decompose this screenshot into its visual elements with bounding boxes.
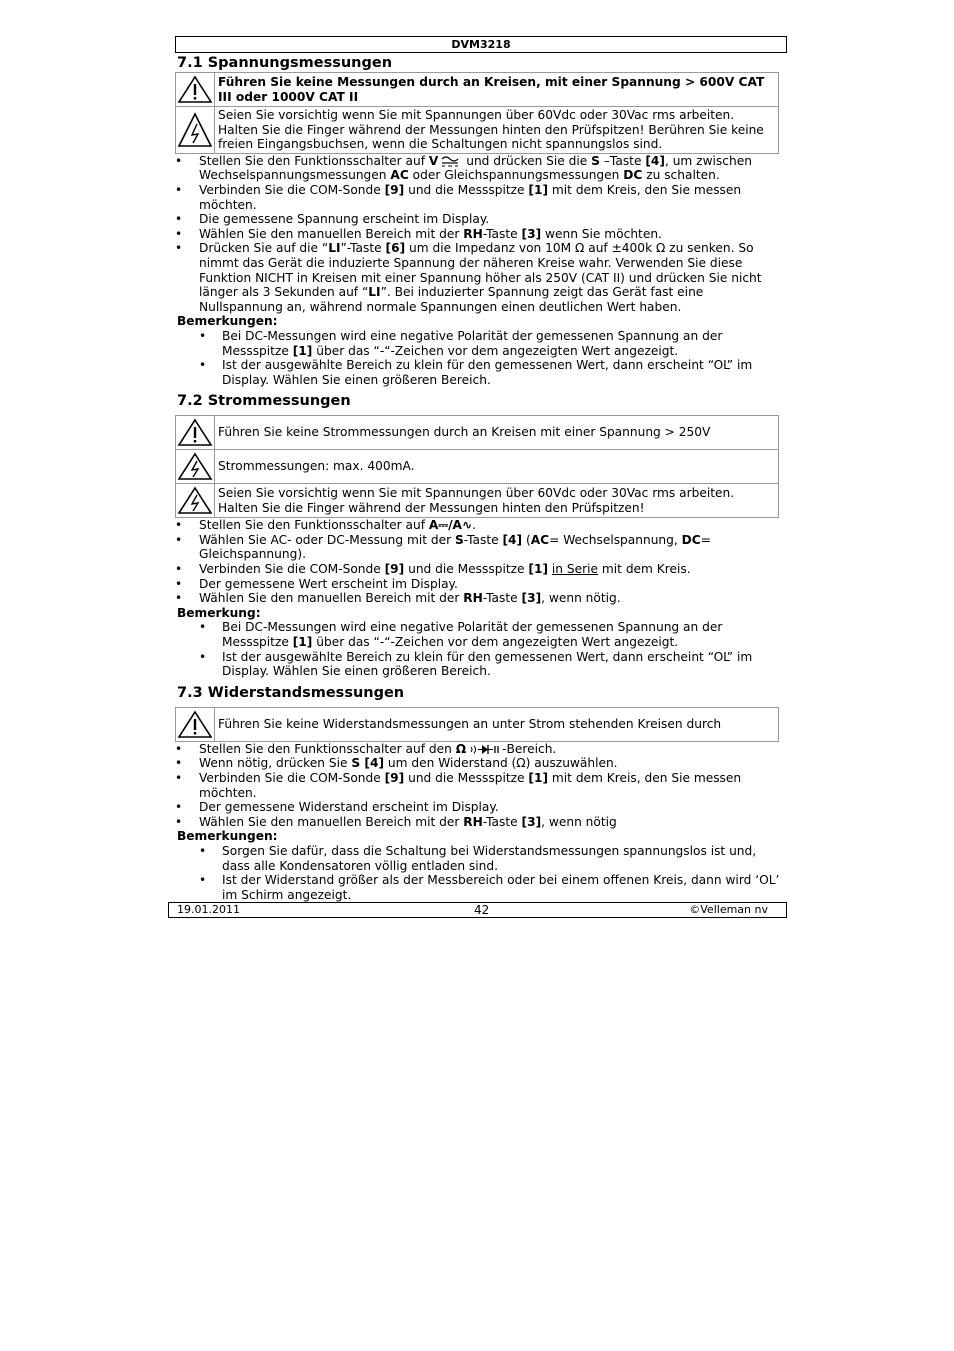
list-item: • Verbinden Sie die COM-Sonde [9] und die Messspitze [1] mit dem Kreis, den Sie messen möchten. [199,771,787,800]
list-item: • Die gemessene Spannung erscheint im Display. [199,212,787,227]
list-item: • Ist der Widerstand größer als der Messbereich oder bei einem offenen Kreis, dann wird ‘OL’ im Schirm angezeigt. [222,873,787,902]
list-item: • Wählen Sie den manuellen Bereich mit der RH-Taste [3], wenn nötig. [199,591,787,606]
list-item: • Bei DC-Messungen wird eine negative Polarität der gemessenen Spannung an der Messspitze [1] über das “-“-Zeichen vor dem angezeigten Wert angezeigt. [222,620,787,649]
remarks-list-7-3 [175,844,787,902]
list-item: • Verbinden Sie die COM-Sonde [9] und die Messspitze [1] mit dem Kreis, den Sie messen möchten. [199,183,787,212]
footer-copyright: ©Velleman nv [689,903,768,916]
high-voltage-icon [176,107,215,154]
remarks-list-7-2 [175,620,787,678]
list-item: • Drücken Sie auf die “LI”-Taste [6] um die Impedanz von 10M Ω auf ±400k Ω zu senken. So nimmt das Gerät die induzierte Spannung der näheren Kreise wahr. Verwenden Sie diese Funktion NICHT in Kreisen mit einer Spannung höher als 250V (CAT II) und drücken Sie nicht länger als 3 Sekunden auf “LI”. Bei induzierter Spannung zeigt das Gerät fast eine Nullspannung an, während normale Spannungen einen deutlichen Wert haben. [199,241,787,314]
page-footer [168,902,787,918]
continuity-diode-icon [468,744,502,755]
list-item: • Verbinden Sie die COM-Sonde [9] und die Messspitze [1] in Serie mit dem Kreis. [199,562,787,577]
list-item: • Der gemessene Widerstand erscheint im Display. [199,800,787,815]
warning-table-7-2 [175,415,779,518]
current-symbol-icon: A⎓/A∿ [428,518,473,533]
list-item: • Wählen Sie den manuellen Bereich mit der RH-Taste [3] wenn Sie möchten. [199,227,787,242]
warning-text: Strommessungen: max. 400mA. [215,450,779,484]
warning-table-7-3 [175,707,779,742]
warning-text: Führen Sie keine Widerstandsmessungen an unter Strom stehenden Kreisen durch [215,707,779,741]
list-7-3 [175,742,787,830]
remarks-heading: Bemerkungen: [177,314,278,329]
footer-date: 19.01.2011 [177,903,240,916]
ac-dc-symbol-icon [441,156,459,167]
list-item: • Wählen Sie den manuellen Bereich mit der RH-Taste [3], wenn nötig [199,815,787,830]
list-item: • Sorgen Sie dafür, dass die Schaltung bei Widerstandsmessungen spannungslos ist und, dass alle Kondensatoren völlig entladen sind. [222,844,787,873]
list-item: • Stellen Sie den Funktionsschalter auf den Ω -Bereich. [199,742,787,757]
high-voltage-icon [176,450,215,484]
warning-text: Seien Sie vorsichtig wenn Sie mit Spannungen über 60Vdc oder 30Vac rms arbeiten. Halten Sie die Finger während der Messungen hinten den Prüfspitzen! Berühren Sie keine freien Eingangsbuchsen, wenn die Schaltungen nicht spannungslos sind. [215,107,779,154]
list-item: • Bei DC-Messungen wird eine negative Polarität der gemessenen Spannung an der Messspitze [1] über das “-“-Zeichen vor dem angezeigten Wert angezeigt. [222,329,787,358]
list-7-2 [175,518,787,606]
list-item: • Der gemessene Wert erscheint im Display. [199,577,787,592]
page-number: 42 [474,903,490,917]
section-title-7-1: 7.1 Spannungsmessungen [177,55,393,71]
list-7-1 [175,154,787,315]
warning-triangle-icon [176,73,215,107]
warning-text: Seien Sie vorsichtig wenn Sie mit Spannungen über 60Vdc oder 30Vac rms arbeiten. Halten Sie die Finger während der Messungen hinten den Prüfspitzen! [215,484,779,518]
list-item: • Stellen Sie den Funktionsschalter auf V und drücken Sie die S –Taste [4], um zwischen Wechselspannungsmessungen AC oder Gleichspannungsmessungen DC zu schalten. [199,154,787,183]
page [175,36,787,902]
list-item: • Ist der ausgewählte Bereich zu klein für den gemessenen Wert, dann erscheint “OL” im Display. Wählen Sie einen größeren Bereich. [222,358,787,387]
warning-triangle-icon [176,707,215,741]
warning-text: Führen Sie keine Messungen durch an Kreisen, mit einer Spannung > 600V CAT III oder 1000V CAT II [215,73,779,107]
list-item: • Wenn nötig, drücken Sie S [4] um den Widerstand (Ω) auszuwählen. [199,756,787,771]
list-item: • Stellen Sie den Funktionsschalter auf A⎓/A∿. [199,518,787,533]
section-title-7-3: 7.3 Widerstandsmessungen [177,684,405,701]
remarks-list-7-1 [175,329,787,387]
warning-table-7-1 [175,72,779,154]
remarks-heading: Bemerkungen: [177,829,278,844]
list-item: • Ist der ausgewählte Bereich zu klein für den gemessenen Wert, dann erscheint “OL” im Display. Wählen Sie einen größeren Bereich. [222,650,787,679]
remarks-heading: Bemerkung: [177,605,261,620]
high-voltage-icon [176,484,215,518]
warning-text: Führen Sie keine Strommessungen durch an Kreisen mit einer Spannung > 250V [215,416,779,450]
section-title-7-2: 7.2 Strommessungen [177,393,351,410]
header-model: DVM3218 [175,36,787,53]
list-item: • Wählen Sie AC- oder DC-Messung mit der S-Taste [4] (AC= Wechselspannung, DC= Gleichspannung). [199,533,787,562]
warning-triangle-icon [176,416,215,450]
